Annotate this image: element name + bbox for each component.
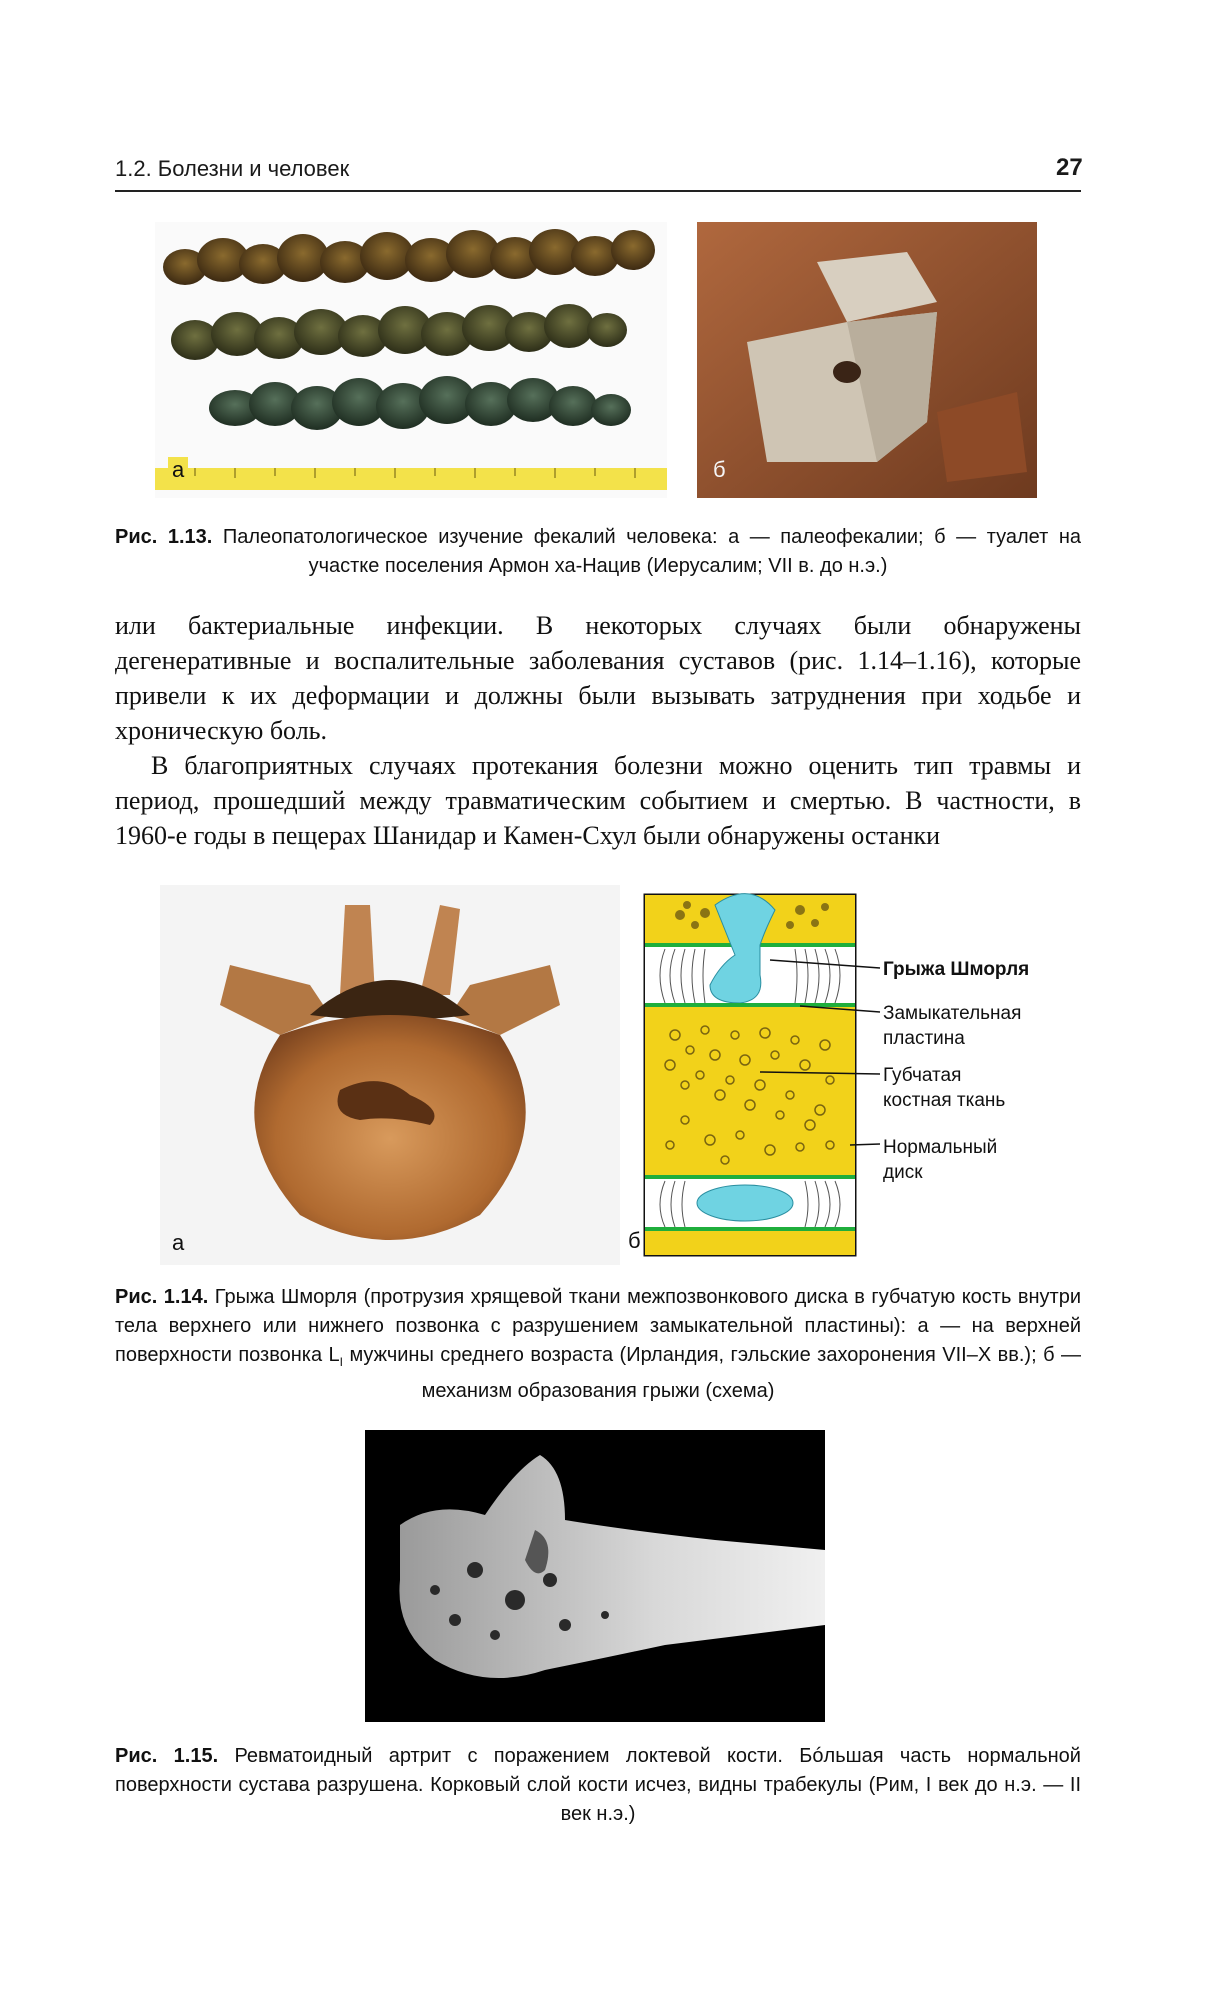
figure-1-14-caption-subscript: I <box>339 1355 344 1369</box>
figure-1-13-caption-label: Рис. 1.13. <box>115 526 213 548</box>
figure-1-15-caption <box>115 1742 1081 1829</box>
figure-1-14-panel-b-letter: б <box>628 1228 641 1253</box>
ulna-xray-illustration <box>365 1430 825 1722</box>
figure-1-15-xray <box>365 1430 825 1722</box>
figure-1-15-caption-label: Рис. 1.15. <box>115 1745 219 1767</box>
figure-1-13-panel-b-letter: б <box>713 457 726 482</box>
figure-1-14-panel-a-letter: а <box>172 1230 185 1255</box>
figure-1-14-caption-label: Рис. 1.14. <box>115 1286 209 1308</box>
figure-1-15-caption-text: Ревматоидный артрит с поражением локтевой кости. Бóльшая часть нормальной поверхности сустава разрушена. Корковый слой кости исчез, видны трабекулы (Рим, I век до н.э. — II век н.э.) <box>115 1745 1081 1825</box>
figure-1-13-panel-a-letter: а <box>168 457 188 483</box>
label-endplate-line-2: пластина <box>883 1028 965 1049</box>
figure-1-14-caption <box>115 1283 1081 1406</box>
label-disc-line-2: диск <box>883 1162 923 1183</box>
figure-1-14-caption-text-2: мужчины среднего возраста (Ирландия, гэльские захоронения VII–X вв.); б — механизм образования грыжи (схема) <box>343 1344 1081 1402</box>
label-endplate-line-1: Замыкательная <box>883 1003 1022 1024</box>
running-header: 1.2. Болезни и человек <box>115 156 350 181</box>
figure-1-13-caption-text: Палеопатологическое изучение фекалий человека: а — палеофекалии; б — туалет на участке поселения Армон ха-Нацив (Иерусалим; VII в. до н.э.) <box>222 526 1081 577</box>
label-schmorl-node: Грыжа Шморля <box>883 959 1030 980</box>
label-spongy-line-2: костная ткань <box>883 1090 1006 1111</box>
label-disc-line-1: Нормальный <box>883 1137 998 1158</box>
label-spongy-line-1: Губчатая <box>883 1065 962 1086</box>
page-number: 27 <box>1056 154 1083 181</box>
body-paragraph-2: В благоприятных случаях протекания болезни можно оценить тип травмы и период, прошедший между травматическим событием и смертью. В частности, в 1960-е годы в пещерах Шанидар и Камен-Схул были обнаружены останки <box>115 751 1081 850</box>
body-paragraph-1: или бактериальные инфекции. В некоторых случаях были обнаружены дегенеративные и воспалительные заболевания суставов (рис. 1.14–1.16), которые привели к их деформации и должны были вызывать затруднения при ходьбе и хроническую боль. <box>115 611 1081 745</box>
figure-1-14-caption-text-1: Грыжа Шморля (протрузия хрящевой ткани межпозвонкового диска в губчатую кость внутри тела верхнего или нижнего позвонка с разрушением замыкательной пластины): а — на верхней поверхности позвонка L <box>115 1286 1082 1366</box>
